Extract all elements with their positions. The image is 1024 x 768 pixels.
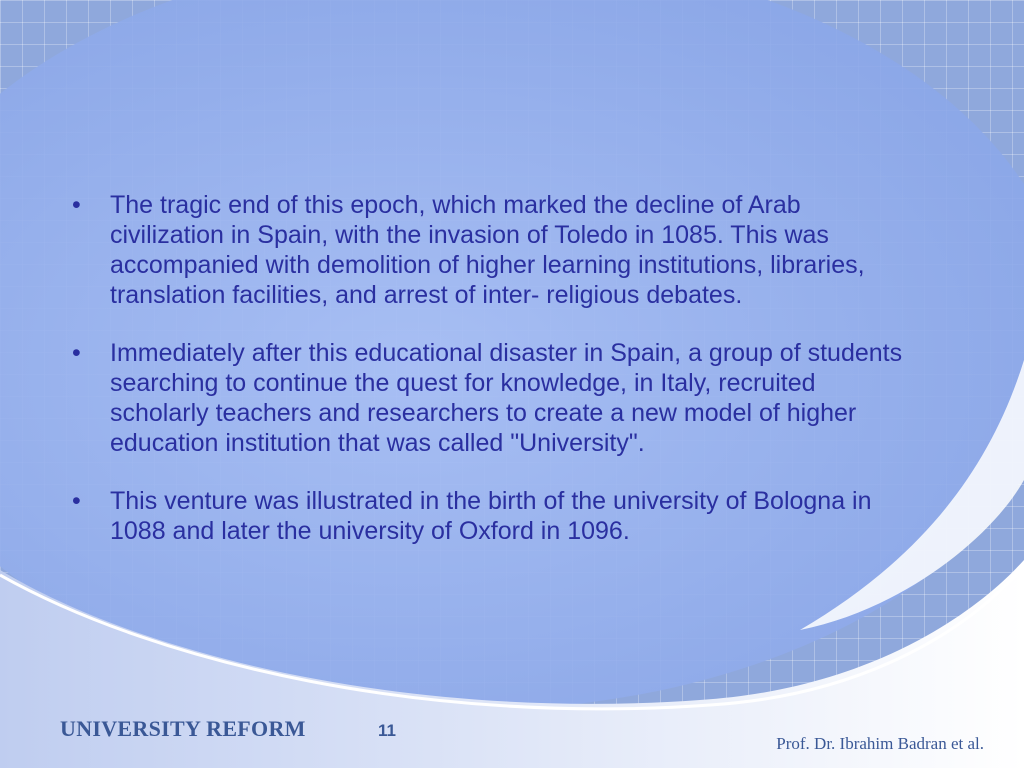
footer-title: UNIVERSITY REFORM	[60, 716, 306, 741]
bullet-mark: •	[72, 487, 81, 515]
bullet-mark: •	[72, 191, 81, 219]
bullet-item-2	[70, 338, 920, 458]
bullet-list	[70, 190, 920, 574]
page-number: 11	[378, 721, 396, 740]
bullet-item-3	[70, 486, 920, 546]
footer-author: Prof. Dr. Ibrahim Badran et al.	[776, 734, 984, 753]
bullet-text: Immediately after this educational disaster in Spain, a group of students searching to continue the quest for knowledge, in Italy, recruited scholarly teachers and researchers to create a new model of higher education institution that was called "University".	[110, 339, 903, 457]
bullet-item-1	[70, 190, 920, 310]
bullet-mark: •	[72, 339, 81, 367]
bullet-text: The tragic end of this epoch, which marked the decline of Arab civilization in Spain, with the invasion of Toledo in 1085. This was accompanied with demolition of higher learning institutions, libraries, translation facilities, and arrest of inter- religious debates.	[110, 191, 865, 309]
bullet-text: This venture was illustrated in the birth of the university of Bologna in 1088 and later the university of Oxford in 1096.	[110, 487, 872, 545]
